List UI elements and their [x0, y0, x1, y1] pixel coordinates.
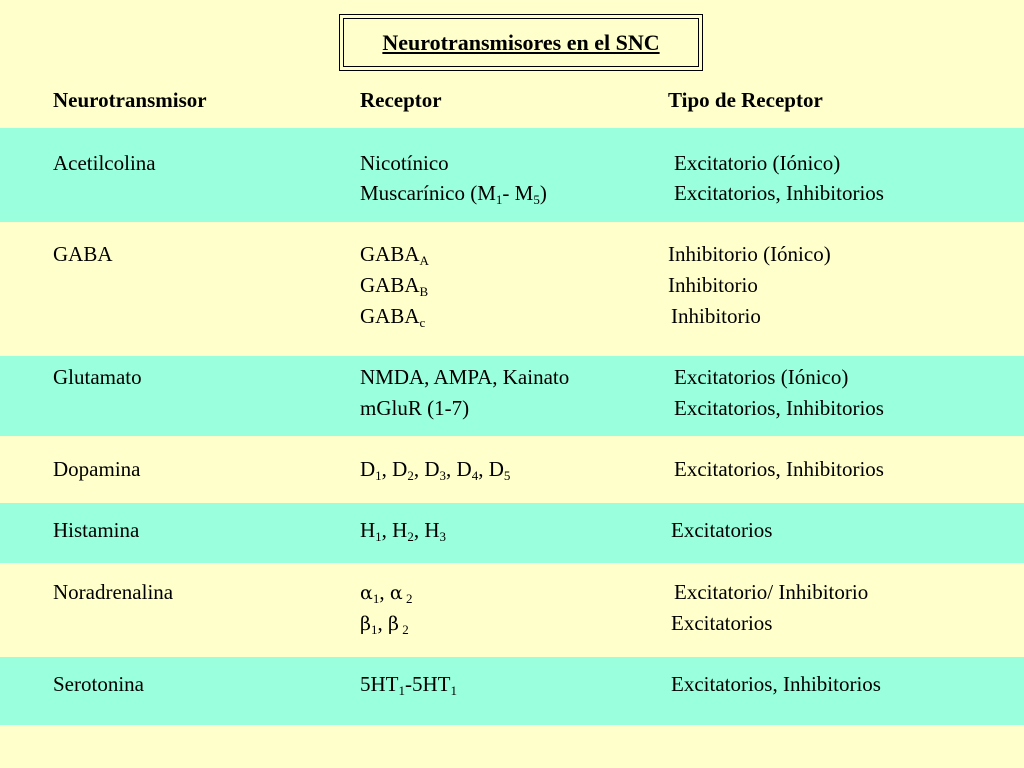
receptor-subscript: 2	[407, 529, 414, 544]
neurotransmitter-name: Noradrenalina	[53, 580, 174, 604]
receptor-greek-letter: α	[389, 582, 403, 604]
receptor-cell	[360, 518, 446, 542]
receptor-subscript: B	[419, 284, 429, 299]
neurotransmitter-name: Dopamina	[53, 457, 141, 481]
receptor-text: , H	[413, 518, 440, 542]
receptor-cell	[360, 365, 569, 389]
receptor-subscript: 2	[407, 468, 414, 483]
receptor-text: Muscarínico (M	[360, 181, 496, 205]
column-header-receptor: Receptor	[360, 88, 442, 112]
receptor-cell	[360, 273, 428, 297]
title-frame	[339, 14, 703, 71]
receptor-text: 5HT	[360, 672, 399, 696]
receptor-subscript: 1	[375, 529, 382, 544]
receptor-text: , D	[446, 457, 472, 481]
receptor-subscript: 2	[402, 591, 413, 606]
receptor-subscript: 1	[398, 683, 405, 698]
receptor-text: GABA	[360, 273, 420, 297]
receptor-text: , D	[381, 457, 408, 481]
receptor-type: Excitatorios, Inhibitorios	[671, 672, 881, 696]
receptor-cell	[360, 611, 409, 636]
receptor-text: GABA	[360, 304, 420, 328]
receptor-subscript: A	[419, 253, 429, 268]
title-inner-frame	[343, 18, 699, 67]
receptor-type: Excitatorio/ Inhibitorio	[674, 580, 869, 604]
receptor-cell	[360, 304, 425, 328]
receptor-type: Excitatorios (Iónico)	[674, 365, 849, 389]
receptor-text: ,	[377, 611, 388, 635]
receptor-subscript: 1	[372, 591, 380, 606]
receptor-text: , D	[478, 457, 504, 481]
neurotransmitter-name: Serotonina	[53, 672, 144, 696]
receptor-greek-letter: β	[387, 613, 399, 635]
receptor-cell	[360, 151, 449, 175]
receptor-type: Excitatorios, Inhibitorios	[674, 396, 884, 420]
receptor-text: H	[360, 518, 376, 542]
receptor-subscript: 3	[439, 529, 447, 544]
receptor-cell	[360, 457, 510, 481]
receptor-text: NMDA, AMPA, Kainato	[360, 365, 570, 389]
receptor-subscript: 2	[398, 622, 409, 637]
neurotransmitter-name: Glutamato	[53, 365, 142, 389]
receptor-text: ,	[379, 580, 390, 604]
receptor-subscript: 1	[450, 683, 457, 698]
receptor-subscript: 3	[439, 468, 447, 483]
receptor-subscript: 1	[375, 468, 382, 483]
receptor-subscript: 1	[495, 192, 503, 207]
receptor-type: Inhibitorio (Iónico)	[668, 242, 831, 266]
column-header-neurotransmisor: Neurotransmisor	[53, 88, 207, 112]
receptor-subscript: 5	[533, 192, 540, 207]
receptor-subscript: 5	[503, 468, 511, 483]
receptor-text: Nicotínico	[360, 151, 449, 175]
receptor-greek-letter: β	[360, 613, 371, 635]
receptor-text: )	[539, 181, 547, 205]
receptor-text: -5HT	[405, 672, 451, 696]
neurotransmitter-name: GABA	[53, 242, 113, 266]
receptor-text: mGluR (1-7)	[360, 396, 470, 420]
receptor-type: Excitatorio (Iónico)	[674, 151, 841, 175]
receptor-type: Excitatorios	[671, 611, 773, 635]
receptor-text: D	[360, 457, 376, 481]
receptor-type: Excitatorios, Inhibitorios	[674, 457, 884, 481]
column-header-tipo: Tipo de Receptor	[668, 88, 823, 112]
table-row-band	[0, 503, 1024, 563]
receptor-cell	[360, 181, 547, 205]
receptor-text: , D	[413, 457, 440, 481]
neurotransmitter-name: Acetilcolina	[53, 151, 156, 175]
receptor-cell	[360, 580, 412, 605]
neurotransmitter-name: Histamina	[53, 518, 140, 542]
receptor-cell	[360, 396, 469, 420]
table-row-band	[0, 128, 1024, 222]
receptor-text: - M	[502, 181, 534, 205]
receptor-cell	[360, 242, 429, 266]
receptor-greek-letter: α	[360, 582, 373, 604]
receptor-cell	[360, 672, 457, 696]
receptor-subscript: c	[419, 315, 426, 330]
receptor-subscript: 1	[370, 622, 378, 637]
page-title: Neurotransmisores en el SNC	[382, 29, 660, 55]
receptor-type: Excitatorios, Inhibitorios	[674, 181, 884, 205]
receptor-subscript: 4	[471, 468, 479, 483]
receptor-type: Inhibitorio	[671, 304, 761, 328]
receptor-type: Inhibitorio	[668, 273, 758, 297]
receptor-text: , H	[381, 518, 408, 542]
receptor-type: Excitatorios	[671, 518, 773, 542]
receptor-text: GABA	[360, 242, 420, 266]
